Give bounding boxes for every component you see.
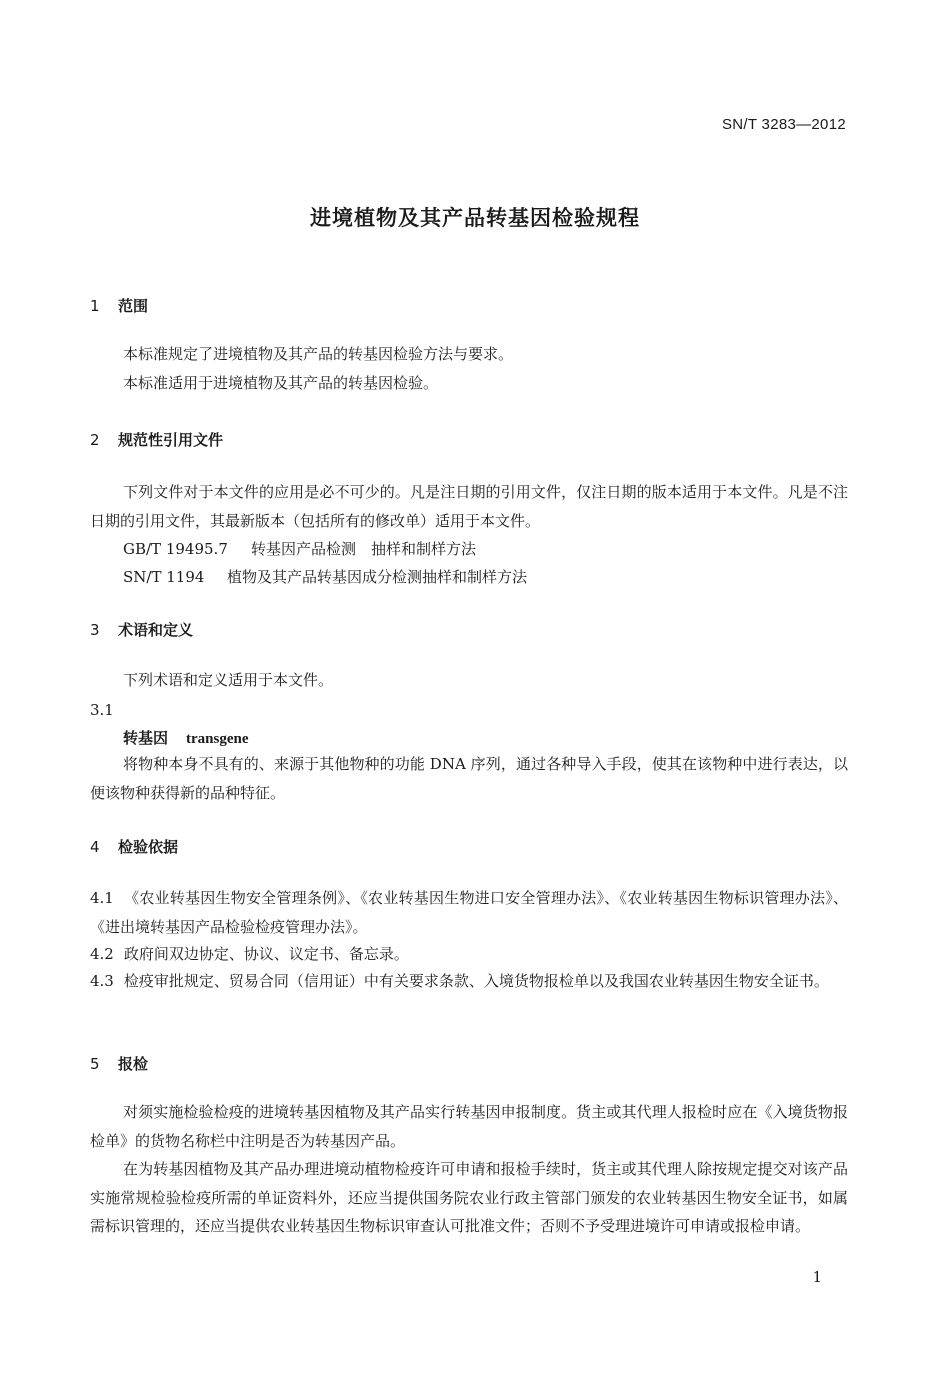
basis-item-number: 4.2	[90, 945, 114, 963]
section-number: 2	[90, 431, 100, 449]
terms-intro: 下列术语和定义适用于本文件。	[123, 671, 334, 689]
section-title: 检验依据	[118, 838, 179, 856]
basis-item-text: 《农业转基因生物安全管理条例》、《农业转基因生物进口安全管理办法》、《农业转基因生物标识管理办法》、《进出境转基因产品检验检疫管理办法》。	[90, 889, 848, 936]
term-heading	[123, 727, 249, 748]
section-heading-normative-references	[90, 429, 223, 450]
section-heading-scope	[90, 295, 148, 316]
basis-item	[90, 940, 848, 969]
references-intro: 下列文件对于本文件的应用是必不可少的。凡是注日期的引用文件，仅注日期的版本适用于本文件。凡是不注日期的引用文件，其最新版本（包括所有的修改单）适用于本文件。	[90, 483, 848, 530]
scope-paragraph-1: 本标准规定了进境植物及其产品的转基因检验方法与要求。	[123, 345, 514, 363]
page-number: 1	[812, 1268, 822, 1286]
reference-code: GB/T 19495.7	[123, 540, 228, 558]
basis-item-number: 4.3	[90, 972, 114, 990]
section-heading-declaration	[90, 1053, 148, 1074]
term-definition: 将物种本身不具有的、来源于其他物种的功能 DNA 序列，通过各种导入手段，使其在该物种中进行表达，以便该物种获得新的品种特征。	[90, 755, 848, 802]
declaration-paragraph-2: 在为转基因植物及其产品办理进境动植物检疫许可申请和报检手续时，货主或其代理人除按规定提交对该产品实施常规检验检疫所需的单证资料外，还应当提供国务院农业行政主管部门颁发的农业转基因生物安全证书，如属需标识管理的，还应当提供农业转基因生物标识审查认可批准文件；否则不予受理进境许可申请或报检申请。	[90, 1160, 848, 1235]
reference-title: 植物及其产品转基因成分检测抽样和制样方法	[227, 568, 528, 586]
basis-item-text: 政府间双边协定、协议、议定书、备忘录。	[123, 945, 409, 963]
section-title: 规范性引用文件	[118, 431, 224, 449]
reference-title: 转基因产品检测 抽样和制样方法	[251, 540, 477, 558]
declaration-paragraph-1: 对须实施检验检疫的进境转基因植物及其产品实行转基因申报制度。货主或其代理人报检时应在《入境货物报检单》的货物名称栏中注明是否为转基因产品。	[90, 1103, 848, 1150]
section-number: 1	[90, 297, 100, 315]
basis-item	[90, 884, 848, 941]
reference-item	[123, 538, 476, 559]
standard-number: SN/T 3283—2012	[721, 116, 846, 133]
section-number: 3	[90, 621, 100, 639]
document-title: 进境植物及其产品转基因检验规程	[310, 206, 640, 230]
reference-item	[123, 566, 527, 587]
basis-item-number: 4.1	[90, 889, 114, 907]
basis-item	[90, 967, 848, 996]
basis-item-text: 检疫审批规定、贸易合同（信用证）中有关要求条款、入境货物报检单以及我国农业转基因生物安全证书。	[123, 972, 829, 990]
scope-paragraph-2: 本标准适用于进境植物及其产品的转基因检验。	[123, 374, 439, 392]
section-heading-inspection-basis	[90, 836, 178, 857]
term-chinese: 转基因	[123, 729, 169, 747]
reference-code: SN/T 1194	[123, 568, 205, 586]
section-number: 5	[90, 1055, 100, 1073]
section-title: 报检	[118, 1055, 149, 1073]
section-heading-terms	[90, 619, 193, 640]
term-number: 3.1	[90, 701, 114, 719]
section-title: 范围	[118, 297, 149, 315]
term-english: transgene	[186, 731, 249, 747]
section-number: 4	[90, 838, 100, 856]
section-title: 术语和定义	[118, 621, 194, 639]
